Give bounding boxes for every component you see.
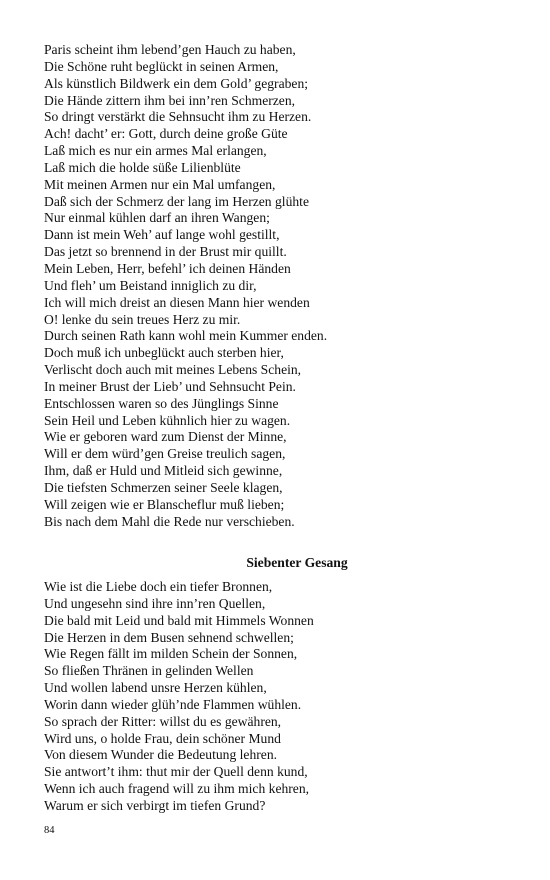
poem-line: Bis nach dem Mahl die Rede nur verschieben. xyxy=(44,513,295,529)
page-number: 84 xyxy=(44,825,55,836)
poem-line: So sprach der Ritter: willst du es gewähren, xyxy=(44,713,282,729)
poem-line: Entschlossen waren so des Jünglings Sinne xyxy=(44,395,279,411)
poem-line: Verlischt doch auch mit meines Lebens Schein, xyxy=(44,362,302,378)
poem-line: Paris scheint ihm lebend’gen Hauch zu haben, xyxy=(44,42,296,57)
poem-line: Die bald mit Leid und bald mit Himmels Wonnen xyxy=(44,612,314,628)
poem-line: Will er dem würd’gen Greise treulich sagen, xyxy=(44,446,286,462)
poem-line: Sie antwort’t ihm: thut mir der Quell denn kund, xyxy=(44,764,308,780)
poem-stanza-upper xyxy=(44,42,327,530)
poem-line: Worin dann wieder glüh’nde Flammen wühlen. xyxy=(44,696,302,712)
poem-line: Wie ist die Liebe doch ein tiefer Bronnen, xyxy=(44,579,273,594)
poem-line: Warum er sich verbirgt im tiefen Grund? xyxy=(44,797,266,813)
poem-line: Und wollen labend unsre Herzen kühlen, xyxy=(44,680,267,696)
poem-line: Doch muß ich unbeglückt auch sterben hier, xyxy=(44,345,284,361)
poem-line: Daß sich der Schmerz der lang im Herzen glühte xyxy=(44,193,309,209)
poem-line: Und ungesehn sind ihre inn’ren Quellen, xyxy=(44,595,266,611)
poem-line: Sein Heil und Leben kühnlich hier zu wagen. xyxy=(44,412,291,428)
poem-line: So fließen Thränen in gelinden Wellen xyxy=(44,663,254,679)
poem-line: Ach! dacht’ er: Gott, durch deine große Güte xyxy=(44,126,288,142)
poem-line: Wie Regen fällt im milden Schein der Sonnen, xyxy=(44,646,298,662)
poem-line: Wenn ich auch fragend will zu ihm mich kehren, xyxy=(44,781,310,797)
poem-line: Wie er geboren ward zum Dienst der Minne, xyxy=(44,429,287,445)
poem-line: Die Schöne ruht beglückt in seinen Armen, xyxy=(44,58,279,74)
poem-line: Mit meinen Armen nur ein Mal umfangen, xyxy=(44,176,276,192)
poem-line: Ich will mich dreist an diesen Mann hier wenden xyxy=(44,294,310,310)
poem-stanza-lower xyxy=(44,579,314,815)
poem-line: Die Hände zittern ihm bei inn’ren Schmerzen, xyxy=(44,92,296,108)
poem-line: Laß mich die holde süße Lilienblüte xyxy=(44,159,241,175)
poem-line: In meiner Brust der Lieb’ und Sehnsucht Pein. xyxy=(44,378,296,394)
section-heading-text: Siebenter Gesang xyxy=(246,555,348,570)
section-heading xyxy=(0,554,550,572)
poem-line: Und fleh’ um Beistand inniglich zu dir, xyxy=(44,277,257,293)
poem-line: So dringt verstärkt die Sehnsucht ihm zu Herzen. xyxy=(44,109,312,125)
poem-line: Will zeigen wie er Blanscheflur muß lieben; xyxy=(44,496,285,512)
poem-line: Dann ist mein Weh’ auf lange wohl gestillt, xyxy=(44,227,280,243)
poem-line: Durch seinen Rath kann wohl mein Kummer enden. xyxy=(44,328,328,344)
poem-line: Von diesem Wunder die Bedeutung lehren. xyxy=(44,747,278,763)
poem-line: Nur einmal kühlen darf an ihren Wangen; xyxy=(44,210,270,226)
poem-line: Ihm, daß er Huld und Mitleid sich gewinne, xyxy=(44,463,283,479)
poem-line: Wird uns, o holde Frau, dein schöner Mund xyxy=(44,730,281,746)
poem-line: Die tiefsten Schmerzen seiner Seele klagen, xyxy=(44,479,283,495)
poem-line: Als künstlich Bildwerk ein dem Gold’ gegraben; xyxy=(44,75,309,91)
poem-line: Mein Leben, Herr, befehl’ ich deinen Händen xyxy=(44,260,291,276)
poem-line: O! lenke du sein treues Herz zu mir. xyxy=(44,311,241,327)
poem-line: Laß mich es nur ein armes Mal erlangen, xyxy=(44,143,267,159)
poem-line: Das jetzt so brennend in der Brust mir quillt. xyxy=(44,244,287,260)
poem-line: Die Herzen in dem Busen sehnend schwellen; xyxy=(44,629,294,645)
